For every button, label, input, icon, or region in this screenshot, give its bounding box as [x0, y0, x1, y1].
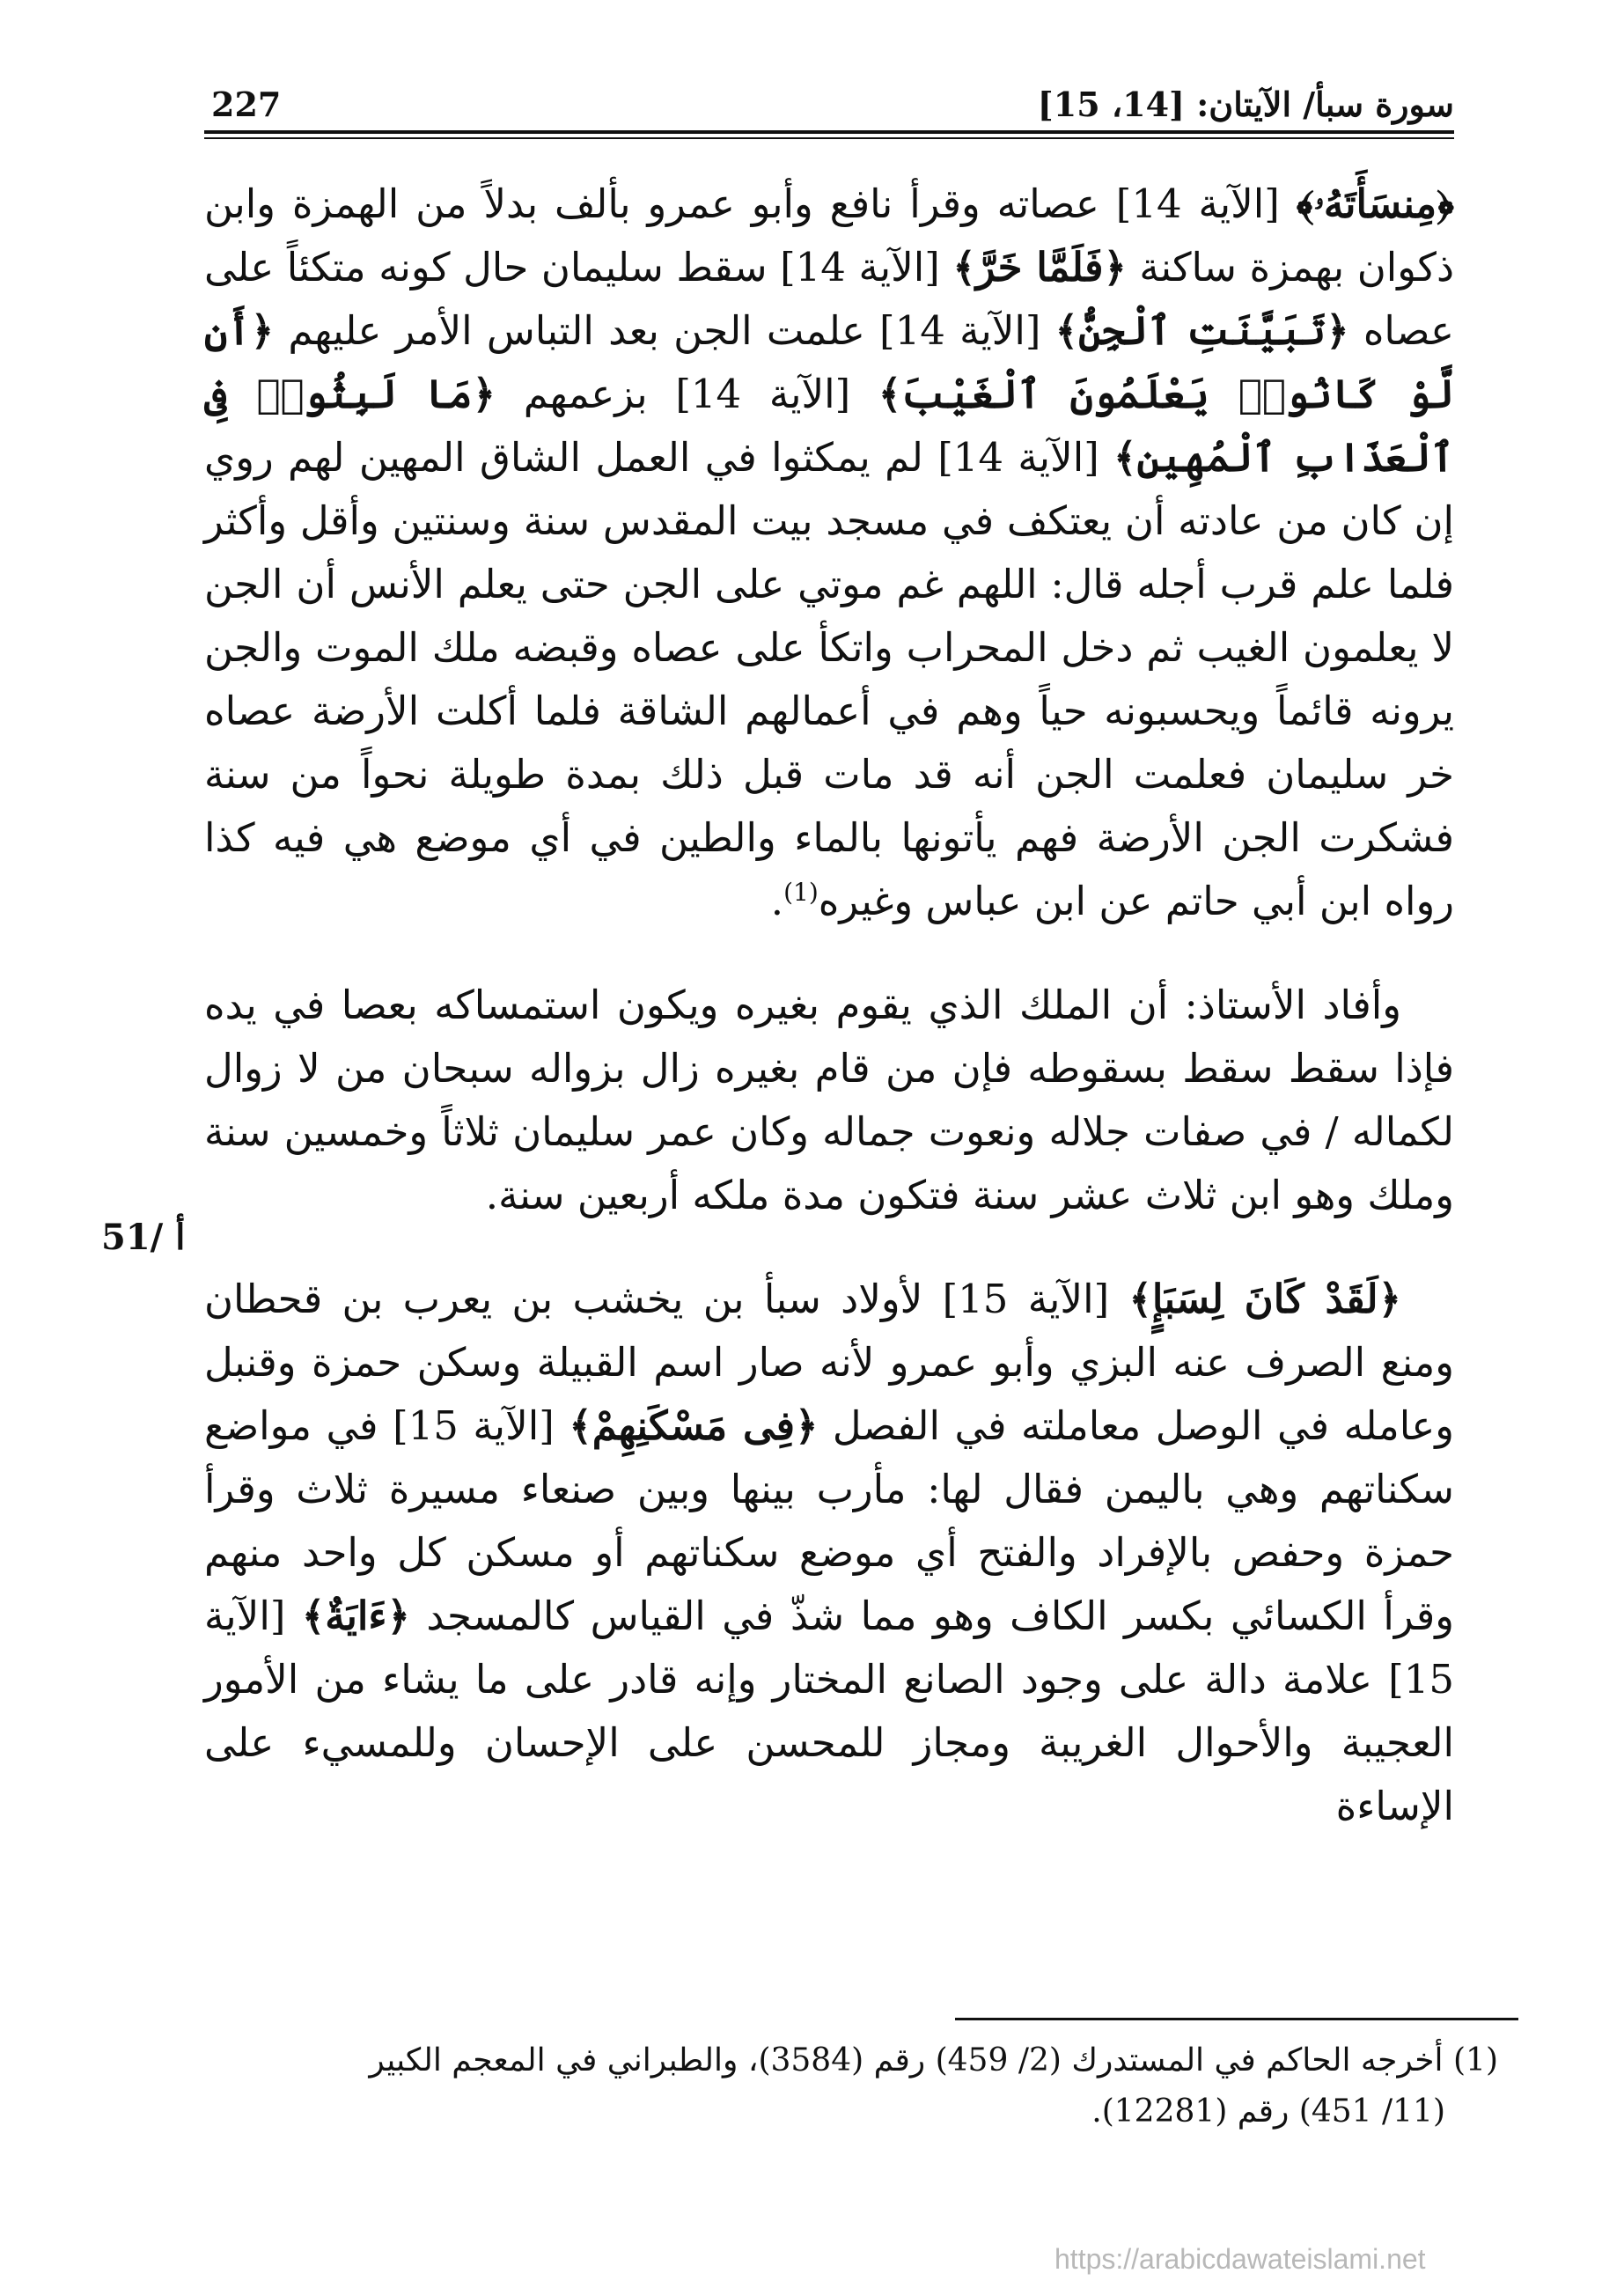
quran-quote: ﴿ءَايَةٌ﴾	[301, 1593, 410, 1639]
footnotes	[204, 2035, 1498, 2137]
commentary-text: [الآية 15] لأولاد سبأ بن يخشب بن يعرب بن قحطان ومنع الصرف عنه البزي وأبو عمرو لأنه صار اسم القبيلة وسكن حمزة وقنبل وعامله في الوصل معاملته في الفصل	[204, 1276, 1454, 1449]
site-watermark: https://arabicdawateislami.net	[1054, 2243, 1426, 2275]
commentary-text: .	[770, 878, 784, 924]
quran-quote: ﴿لَقَدْ كَانَ لِسَبَإٍ﴾	[1128, 1276, 1402, 1322]
paragraph-2	[204, 974, 1454, 1227]
quran-quote: ﴿مِنسَأَتَهُۥ﴾	[1296, 180, 1455, 227]
commentary-text: [الآية 14] بزعمهم	[496, 371, 878, 417]
paragraph-1	[204, 173, 1454, 933]
surah-title: سورة سبأ/ الآيتان: [14، 15]	[1037, 85, 1454, 124]
manuscript-folio-note: 51/ أ	[101, 1217, 186, 1258]
footnote-1-line-1: (1) أخرجه الحاكم في المستدرك (2/ 459) رقم (3584)، والطبراني في المعجم الكبير	[369, 2042, 1498, 2078]
header-rule-thin	[204, 137, 1454, 139]
page-header	[204, 79, 1454, 141]
quran-quote: ﴿مَا لَبِثُوا۟ فِى ٱلْعَذَابِ ٱلْمُهِينِ﴾	[204, 371, 1455, 481]
quran-quote: ﴿أَن لَّوْ كَانُوا۟ يَعْلَمُونَ ٱلْغَيْبَ﴾	[204, 307, 1455, 417]
commentary-text: [الآية 14] سقط سليمان حال كونه متكئاً على عصاه	[204, 244, 1455, 354]
commentary-text: وأفاد الأستاذ: أن الملك الذي يقوم بغيره ويكون استمساكه بعصا في يده فإذا سقط سقط بسقوطه فإن من قام بغيره زال بزواله سبحان من لا زوال لكماله / في صفات جلاله ونعوت جماله وكان عمر سليمان ثلاثاً وخمسين سنة وملك وهو ابن ثلاث عشر سنة فتكون مدة ملكه أربعين سنة.	[204, 982, 1454, 1218]
commentary-text: [الآية 15] علامة دالة على وجود الصانع المختار وإنه قادر على ما يشاء من الأمور العجيبة والأحوال الغريبة ومجاز للمحسن على الإحسان وللمسيء على الإساءة	[204, 1593, 1454, 1829]
quran-quote: ﴿فِى مَسْكَنِهِمْ﴾	[569, 1402, 819, 1449]
commentary-text: [الآية 14] عصاته وقرأ نافع وأبو عمرو بألف بدلاً من الهمزة وابن ذكوان بهمزة ساكنة	[204, 180, 1454, 291]
footnote-1-line-2: (11/ 451) رقم (12281).	[1091, 2093, 1445, 2130]
quran-quote: ﴿فَلَمَّا خَرَّ﴾	[952, 244, 1127, 291]
page-number: 227	[211, 85, 282, 124]
paragraph-3	[204, 1268, 1454, 1838]
main-text	[204, 173, 1454, 1838]
commentary-text: [الآية 14] علمت الجن بعد التباس الأمر عليهم	[274, 307, 1055, 354]
header-rule-thick	[204, 130, 1454, 134]
commentary-text: [الآية 14] لم يمكثوا في العمل الشاق المهين لهم روي إن كان من عادته أن يعتكف في مسجد بيت المقدس سنة وسنتين وأقل وأكثر فلما علم قرب أجله قال: اللهم غم موتي على الجن حتى يعلم الأنس أن الجن لا يعلمون الغيب ثم دخل المحراب واتكأ على عصاه وقبضه ملك الموت والجن يرونه قائماً ويحسبونه حياً وهم في أعمالهم الشاقة فلما أكلت الأرضة عصاه خر سليمان فعلمت الجن أنه قد مات قبل ذلك بمدة طويلة نحواً من سنة فشكرت الجن الأرضة فهم يأتونها بالماء والطين في أي موضع هي فيه كذا رواه ابن أبي حاتم عن ابن عباس وغيره	[204, 434, 1454, 924]
commentary-text: [الآية 15] في مواضع سكناتهم وهي باليمن فقال لها: مأرب بينها وبين صنعاء مسيرة ثلاث وقرأ حمزة وحفص بالإفراد والفتح أي موضع سكناتهم أو مسكن كل واحد منهم وقرأ الكسائي بكسر الكاف وهو مما شذّ في القياس كالمسجد	[204, 1402, 1454, 1639]
footnote-divider	[955, 2018, 1518, 2020]
footnote-reference: (1)	[783, 878, 819, 907]
quran-quote: ﴿تَبَيَّنَتِ ٱلْجِنُّ﴾	[1054, 307, 1349, 354]
